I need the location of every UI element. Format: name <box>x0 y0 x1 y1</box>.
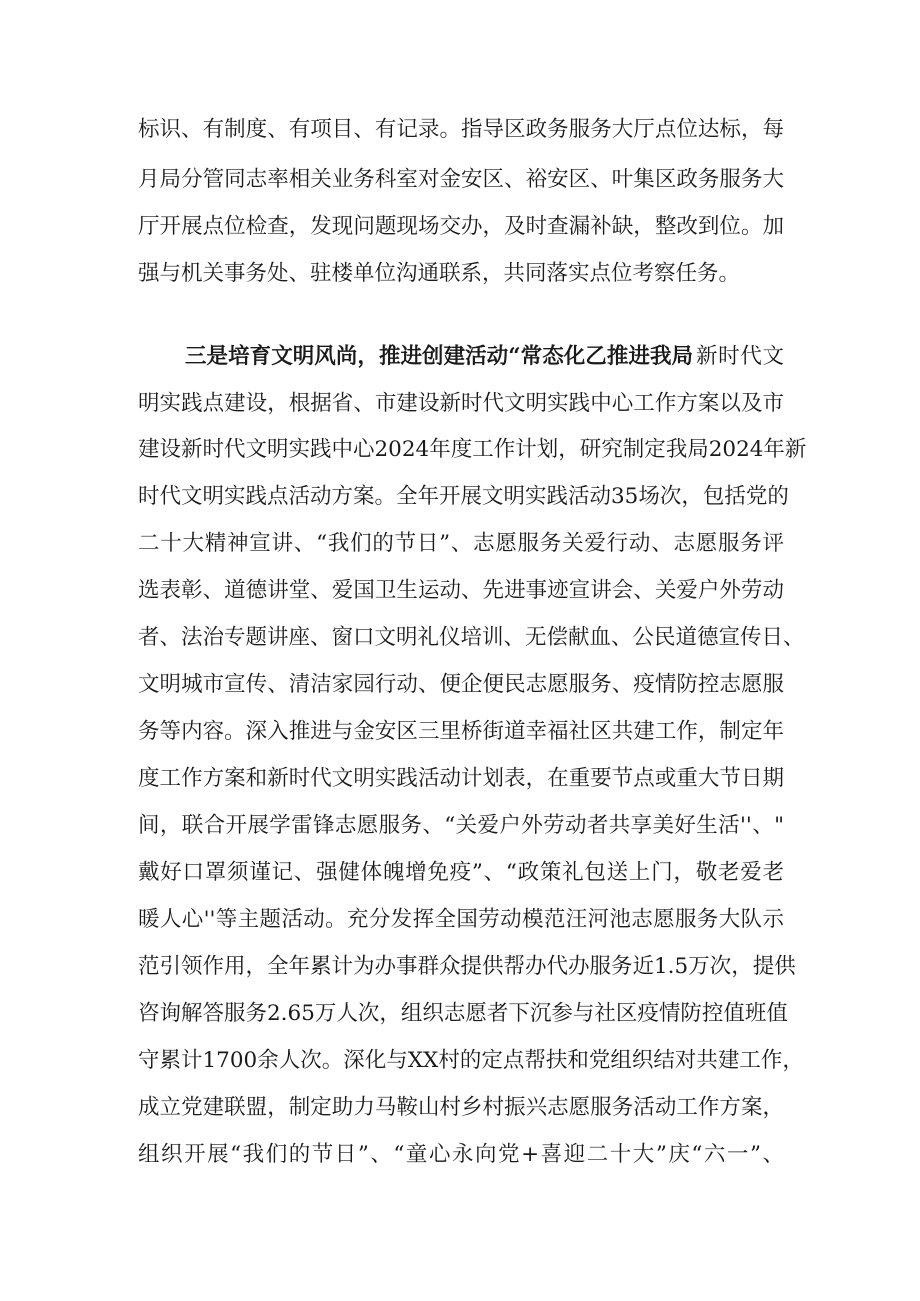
paragraph-2-line: 建设新时代文明实践中心2024年度工作计划，研究制定我局2024年新 <box>138 437 807 462</box>
paragraph-2-line: 度工作方案和新时代文明实践活动计划表，在重要节点或重大节日期 <box>138 766 784 791</box>
paragraph-1-line: 厅开展点位检查，发现问题现场交办，及时查漏补缺，整改到位。加 <box>138 214 784 239</box>
paragraph-2-line: 戴好口罩须谨记、强健体魄增免疫”、“政策礼包送上门，敬老爱老 <box>138 860 784 885</box>
paragraph-2-line: 守累计1700余人次。深化与XX村的定点帮扶和党组织结对共建工作， <box>138 1048 804 1073</box>
paragraph-2-line: 咨询解答服务2.65万人次，组织志愿者下沉参与社区疫情防控值班值 <box>138 1001 788 1026</box>
paragraph-2-line: 选表彰、道德讲堂、爱国卫生运动、先进事迹宣讲会、关爱户外劳动 <box>138 578 784 603</box>
paragraph-2-line: 时代文明实践点活动方案。全年开展文明实践活动35场次，包括党的 <box>138 484 789 509</box>
paragraph-2-line: 暖人心''等主题活动。充分发挥全国劳动模范汪河池志愿服务大队示 <box>138 907 784 932</box>
paragraph-2-lead-rest: 新时代文 <box>696 344 784 369</box>
paragraph-2-line: 务等内容。深入推进与金安区三里桥街道幸福社区共建工作，制定年 <box>138 719 784 744</box>
paragraph-2-lead-bold: 三是培育文明风尚，推进创建活动“常态化乙推进我局 <box>185 344 693 369</box>
paragraph-2-line: 间，联合开展学雷锋志愿服务、“关爱户外劳动者共享美好生活''、" <box>138 813 784 838</box>
paragraph-2-line: 成立党建联盟，制定助力马鞍山村乡村振兴志愿服务活动工作方案， <box>138 1095 784 1120</box>
paragraph-1-line: 月局分管同志率相关业务科室对金安区、裕安区、叶集区政务服务大 <box>138 167 784 192</box>
paragraph-1-line: 强与机关事务处、驻楼单位沟通联系，共同落实点位考察任务。 <box>138 261 741 286</box>
paragraph-2-line: 组织开展“我们的节日”、“童心永向党+喜迎二十大”庆“六一”、 <box>138 1142 784 1167</box>
paragraph-2-lead-line <box>0 337 920 377</box>
paragraph-2-line: 者、法治专题讲座、窗口文明礼仪培训、无偿献血、公民道德宣传日、 <box>138 625 805 650</box>
paragraph-2-line: 明实践点建设，根据省、市建设新时代文明实践中心工作方案以及市 <box>138 391 784 416</box>
paragraph-2-line: 范引领作用，全年累计为办事群众提供帮办代办服务近1.5万次，提供 <box>138 954 796 979</box>
paragraph-2-line: 二十大精神宣讲、“我们的节日”、志愿服务关爱行动、志愿服务评 <box>138 531 784 556</box>
paragraph-2-line: 文明城市宣传、清洁家园行动、便企便民志愿服务、疫情防控志愿服 <box>138 672 784 697</box>
paragraph-1-line: 标识、有制度、有项目、有记录。指导区政务服务大厅点位达标，每 <box>138 117 784 142</box>
